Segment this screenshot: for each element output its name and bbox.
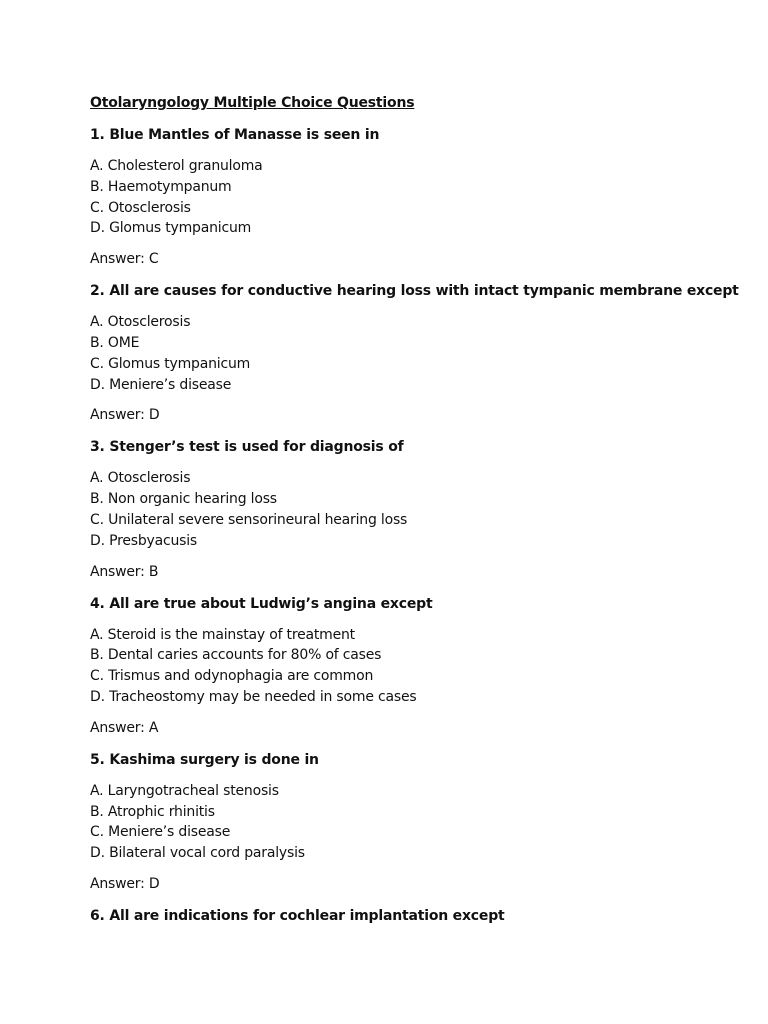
question-block bbox=[90, 437, 730, 581]
answer-option: C. Trismus and odynophagia are common bbox=[90, 668, 374, 685]
answer-option: C. Otosclerosis bbox=[90, 199, 191, 216]
answer-option: D. Glomus tympanicum bbox=[90, 220, 252, 237]
question-block bbox=[90, 906, 730, 926]
question-text: 4. All are true about Ludwig’s angina except bbox=[90, 595, 433, 612]
option-list bbox=[90, 312, 730, 395]
answer-option: B. Haemotympanum bbox=[90, 178, 232, 195]
answer-key: Answer: D bbox=[90, 407, 160, 424]
answer-option: A. Otosclerosis bbox=[90, 314, 191, 331]
question-block bbox=[90, 594, 730, 738]
answer-option: A. Otosclerosis bbox=[90, 470, 191, 487]
answer-option: A. Cholesterol granuloma bbox=[90, 158, 263, 174]
answer-option: A. Steroid is the mainstay of treatment bbox=[90, 626, 355, 643]
answer-option: B. Non organic hearing loss bbox=[90, 491, 277, 508]
document-title: Otolaryngology Multiple Choice Questions bbox=[90, 95, 415, 111]
answer-option: B. Dental caries accounts for 80% of cases bbox=[90, 647, 382, 664]
answer-option: D. Meniere’s disease bbox=[90, 376, 232, 393]
answer-option: B. OME bbox=[90, 334, 140, 351]
option-list bbox=[90, 625, 730, 708]
question-block bbox=[90, 125, 730, 269]
question-text: 3. Stenger’s test is used for diagnosis of bbox=[90, 439, 404, 456]
question-list bbox=[90, 125, 739, 926]
answer-option: D. Tracheostomy may be needed in some cases bbox=[90, 688, 417, 705]
answer-key: Answer: C bbox=[90, 251, 159, 268]
question-text: 2. All are causes for conductive hearing loss with intact tympanic membrane except bbox=[90, 283, 739, 300]
option-list bbox=[90, 781, 730, 864]
question-text: 1. Blue Mantles of Manasse is seen in bbox=[90, 127, 380, 143]
option-list bbox=[90, 156, 730, 239]
question-text: 5. Kashima surgery is done in bbox=[90, 751, 319, 768]
answer-option: A. Laryngotracheal stenosis bbox=[90, 782, 279, 799]
document-page bbox=[90, 93, 739, 937]
answer-key: Answer: D bbox=[90, 875, 160, 892]
option-list bbox=[90, 468, 730, 551]
question-text: 6. All are indications for cochlear implantation except bbox=[90, 907, 505, 924]
answer-option: C. Unilateral severe sensorineural hearing loss bbox=[90, 511, 408, 528]
question-block bbox=[90, 750, 730, 894]
question-block bbox=[90, 281, 739, 425]
answer-option: D. Bilateral vocal cord paralysis bbox=[90, 845, 305, 862]
answer-option: B. Atrophic rhinitis bbox=[90, 803, 215, 820]
answer-option: D. Presbyacusis bbox=[90, 532, 198, 549]
answer-key: Answer: B bbox=[90, 563, 159, 580]
answer-key: Answer: A bbox=[90, 719, 159, 736]
answer-option: C. Glomus tympanicum bbox=[90, 355, 251, 372]
answer-option: C. Meniere’s disease bbox=[90, 824, 231, 841]
